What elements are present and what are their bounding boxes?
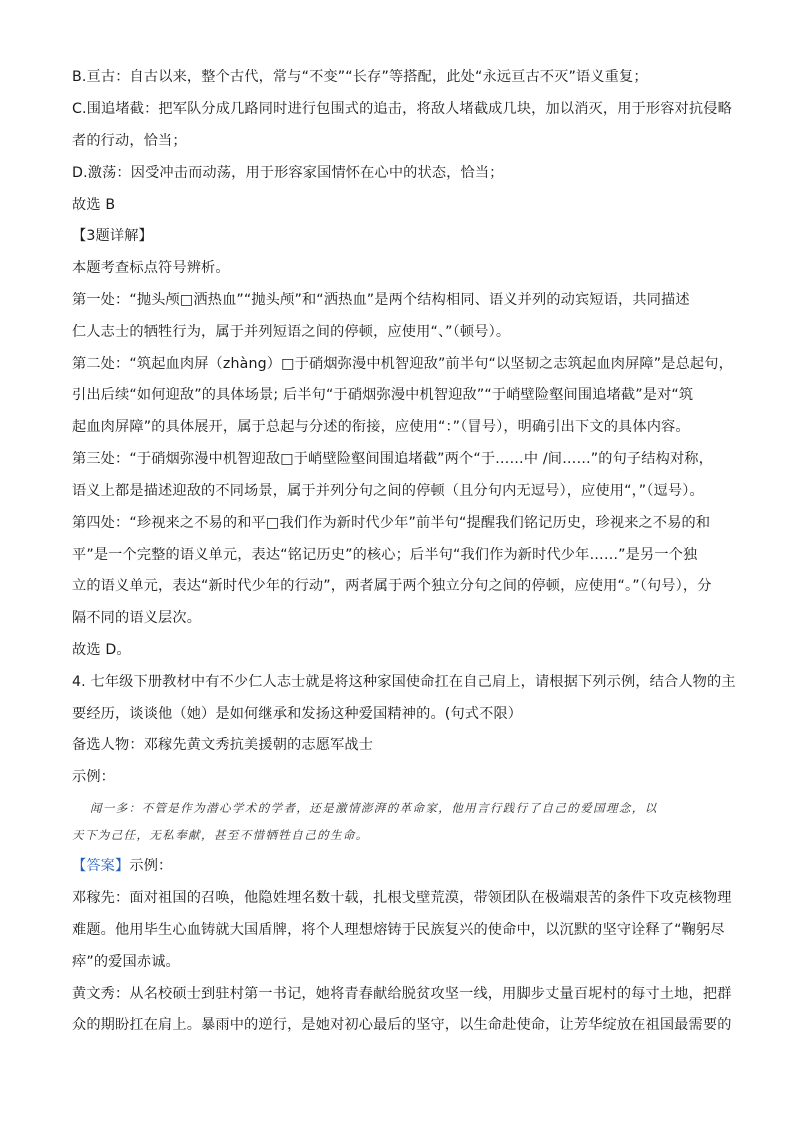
example-text: 闻一多：不管是作为潜心学术的学者，还是激情澎湃的革命家，他用言行践行了自己的爱国理念，以 xyxy=(90,801,658,815)
text-line: 要经历，谈谈他（她）是如何继承和发扬这种爱国精神的。(句式不限） xyxy=(72,706,523,722)
answer-line: 众的期盼扛在肩上。暴雨中的逆行，是她对初心最后的坚守，以生命赴使命，让芳华绽放在祖国最需要的 xyxy=(72,1017,732,1033)
text-line: C.围追堵截：把军队分成几路同时进行包围式的追击，将敌人堵截成几块，加以消灭，用于形容对抗侵略 xyxy=(72,101,732,117)
question-4: 4. 七年级下册教材中有不少仁人志士就是将这种家国使命扛在自己肩上，请根据下列示例，结合人物的主 xyxy=(72,674,736,690)
text-line: 者的行动，恰当； xyxy=(72,133,187,149)
answer-line: 黄文秀：从名校硕士到驻村第一书记，她将青春献给脱贫攻坚一线，用脚步丈量百坭村的每寸土地，把群 xyxy=(72,986,732,1002)
text-line: 故选 B xyxy=(72,197,116,213)
text-line: 立的语义单元，表达“新时代少年的行动”，两者属于两个独立分句之间的停顿，应使用“。”（句号），分 xyxy=(72,578,712,594)
text-line: 第二处：“筑起血肉屏（zhàng）□于硝烟弥漫中机智迎敌”前半句“以坚韧之志筑起血肉屏障”是总起句， xyxy=(72,356,733,372)
text-line: 第一处：“抛头颅□洒热血”“抛头颅”和“洒热血”是两个结构相同、语义并列的动宾短语，共同描述 xyxy=(72,292,690,308)
text-line: 仁人志士的牺牲行为，属于并列短语之间的停顿，应使用“、”（顿号）。 xyxy=(72,324,511,340)
text-line: 语义上都是描述迎敌的不同场景，属于并列分句之间的停顿（且分句内无逗号），应使用“，”（逗号）。 xyxy=(72,483,704,499)
text-line: 引出后续“如何迎敌”的具体场景; 后半句“于硝烟弥漫中机智迎敌”“于峭壁险壑间围追堵截”是对“筑 xyxy=(72,387,694,403)
text-line: 本题考查标点符号辨析。 xyxy=(72,260,230,276)
text-line: 平”是一个完整的语义单元，表达“铭记历史”的核心；后半句“我们作为新时代少年……”是另一个独 xyxy=(72,547,698,563)
answer-tail: 示例： xyxy=(129,858,173,874)
text-line: 第四处：“珍视来之不易的和平□我们作为新时代少年”前半句“提醒我们铭记历史，珍视来之不易的和 xyxy=(72,515,711,531)
text-line: 起血肉屏障”的具体展开，属于总起与分述的衔接，应使用“：”（冒号），明确引出下文的具体内容。 xyxy=(72,419,690,435)
answer-line: 邓稼先：面对祖国的召唤，他隐姓埋名数十载，扎根戈壁荒漠，带领团队在极端艰苦的条件下攻克核物理 xyxy=(72,890,732,906)
text-line: 隔不同的语义层次。 xyxy=(72,610,202,626)
text-line: 第三处：“于硝烟弥漫中机智迎敌□于峭壁险壑间围追堵截”两个“于……中 /间……”的句子结构对称， xyxy=(72,451,713,467)
text-line: D.激荡：因受冲击而动荡，用于形容家国情怀在心中的状态，恰当； xyxy=(72,165,504,181)
example-text: 天下为己任，无私奉献，甚至不惜牺牲自己的生命。 xyxy=(72,828,369,842)
answer-line: 瘁”的爱国赤诚。 xyxy=(72,954,180,970)
text-line: B.亘古：自古以来，整个古代，常与“不变”“长存”等搭配，此处“永远亘古不灭”语义重复； xyxy=(72,69,648,85)
answer-line: 难题。他用毕生心血铸就大国盾牌，将个人理想熔铸于民族复兴的使命中，以沉默的坚守诠释了“鞠躬尽 xyxy=(72,922,725,938)
section-heading: 【3题详解】 xyxy=(72,228,153,244)
answer-tag: 【答案】 xyxy=(72,858,130,874)
text-line: 示例： xyxy=(72,769,116,785)
answer-heading xyxy=(72,856,732,876)
text-line: 故选 D。 xyxy=(72,642,131,658)
text-line: 备选人物：邓稼先黄文秀抗美援朝的志愿军战士 xyxy=(72,737,374,753)
